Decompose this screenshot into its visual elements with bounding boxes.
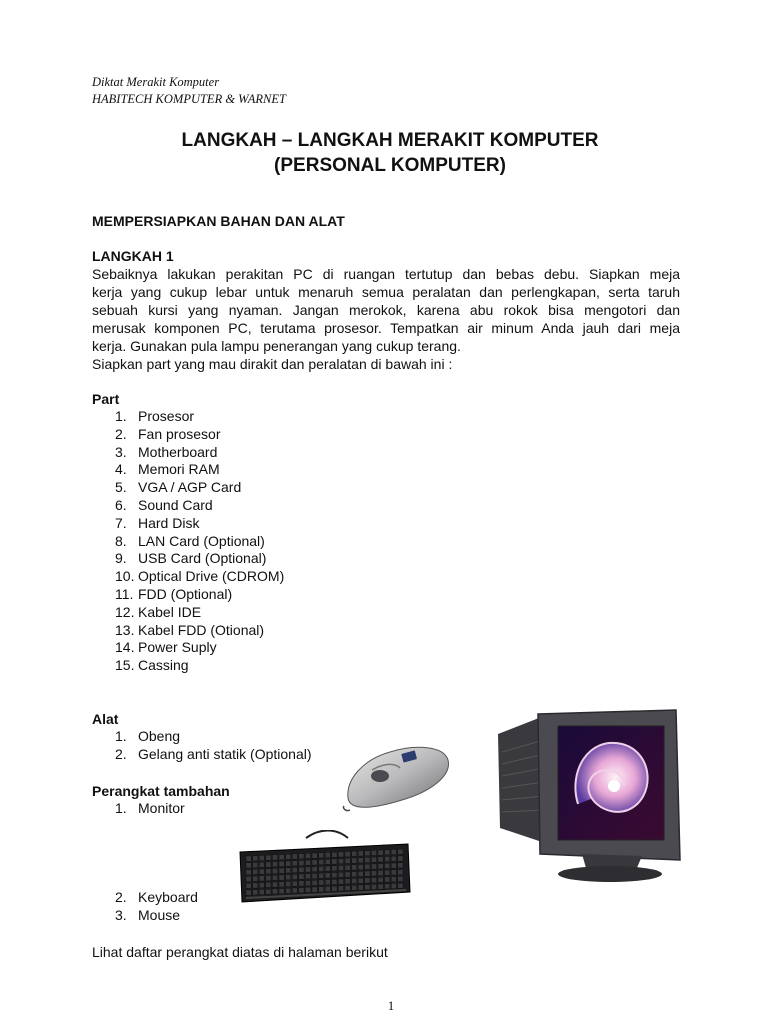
keyboard-key [286, 868, 291, 873]
list-item-text: Fan prosesor [138, 425, 221, 442]
keyboard-key [312, 860, 317, 865]
keyboard-key [338, 865, 343, 870]
keyboard-key [246, 856, 251, 861]
keyboard-key [305, 867, 310, 872]
list-item-text: Obeng [138, 728, 181, 744]
keyboard-key [325, 880, 330, 885]
keyboard-key [253, 876, 258, 881]
keyboard-key [391, 856, 396, 861]
keyboard-key [385, 850, 390, 855]
list-item-number: 3. [115, 906, 127, 923]
keyboard-key [253, 890, 258, 895]
list-item [92, 408, 284, 426]
section-heading: MEMPERSIAPKAN BAHAN DAN ALAT [92, 213, 345, 229]
keyboard-key [319, 887, 324, 892]
keyboard-key [352, 851, 357, 856]
keyboard-key [345, 879, 350, 884]
list-item [92, 657, 284, 675]
alat-list [92, 728, 312, 764]
keyboard-key [312, 880, 317, 885]
part-heading: Part [92, 391, 120, 407]
keyboard-key [391, 863, 396, 868]
keyboard-key [279, 875, 284, 880]
part-list [92, 408, 284, 675]
keyboard-key [378, 884, 383, 889]
keyboard-key [358, 851, 363, 856]
keyboard-key [338, 852, 343, 857]
list-item-text: Kabel IDE [138, 603, 202, 620]
list-item: 1. Monitor [115, 800, 185, 816]
step-heading: LANGKAH 1 [92, 248, 174, 264]
keyboard-key [338, 859, 343, 864]
keyboard-key [246, 890, 251, 895]
list-item-text: Hard Disk [138, 514, 200, 531]
list-item-text: Power Suply [138, 639, 217, 656]
keyboard-image [236, 830, 412, 910]
tambahan-list-rest [92, 889, 198, 925]
list-item-number: 6. [115, 496, 127, 513]
keyboard-key [246, 883, 251, 888]
list-item-text: USB Card (Optional) [138, 550, 267, 567]
keyboard-key [325, 859, 330, 864]
list-item-number: 1. [115, 728, 127, 744]
keyboard-key [358, 858, 363, 863]
keyboard-key [378, 864, 383, 869]
keyboard-key [332, 859, 337, 864]
keyboard-key [259, 855, 264, 860]
list-item-text: Kabel FDD (Otional) [138, 621, 265, 638]
list-item-text: Cassing [138, 657, 189, 674]
list-item [92, 604, 284, 622]
list-item [92, 444, 284, 462]
keyboard-key [352, 858, 357, 863]
keyboard-key [332, 886, 337, 891]
keyboard-key [272, 889, 277, 894]
keyboard-key [259, 889, 264, 894]
list-item [92, 497, 284, 515]
keyboard-key [253, 883, 258, 888]
keyboard-key [385, 877, 390, 882]
list-item [92, 515, 284, 533]
keyboard-key [266, 882, 271, 887]
list-item [92, 479, 284, 497]
list-item-text: Memori RAM [138, 461, 220, 478]
keyboard-key [305, 853, 310, 858]
tambahan-heading: Perangkat tambahan [92, 783, 230, 799]
alat-heading: Alat [92, 711, 119, 727]
keyboard-key [358, 865, 363, 870]
keyboard-key [305, 881, 310, 886]
keyboard-key [286, 881, 291, 886]
keyboard-key [286, 875, 291, 880]
keyboard-key [345, 872, 350, 877]
keyboard-key [266, 862, 271, 867]
keyboard-key [378, 850, 383, 855]
list-item [92, 586, 284, 604]
keyboard-key [371, 884, 376, 889]
keyboard-key [299, 854, 304, 859]
keyboard-key [352, 865, 357, 870]
keyboard-key [259, 876, 264, 881]
keyboard-key [305, 860, 310, 865]
keyboard-key [246, 863, 251, 868]
list-item-text: LAN Card (Optional) [138, 532, 265, 549]
list-item-number: 2. [115, 425, 127, 442]
keyboard-key [371, 878, 376, 883]
keyboard-key [371, 857, 376, 862]
list-item [92, 533, 284, 551]
keyboard-key [272, 868, 277, 873]
list-item-number: 13. [115, 621, 135, 638]
keyboard-key [279, 855, 284, 860]
keyboard-key [338, 879, 343, 884]
keyboard-key [259, 869, 264, 874]
keyboard-key [286, 861, 291, 866]
keyboard-key [385, 884, 390, 889]
keyboard-key [325, 866, 330, 871]
header-line-1: Diktat Merakit Komputer [92, 75, 220, 89]
keyboard-key [246, 870, 251, 875]
monitor-image [486, 694, 694, 888]
keyboard-key [352, 872, 357, 877]
keyboard-key [292, 854, 297, 859]
keyboard-key [345, 865, 350, 870]
keyboard-key [292, 881, 297, 886]
keyboard-key [391, 883, 396, 888]
list-item-number: 3. [115, 443, 127, 460]
keyboard-key [292, 874, 297, 879]
list-item [92, 889, 198, 907]
keyboard-key [371, 864, 376, 869]
keyboard-key [352, 885, 357, 890]
keyboard-key [312, 867, 317, 872]
keyboard-key [385, 857, 390, 862]
list-item-text: Sound Card [138, 496, 213, 513]
page-number: 1 [387, 998, 395, 1013]
list-item [92, 426, 284, 444]
intro-text: Siapkan part yang mau dirakit dan peralatan di bawah ini : [92, 356, 453, 372]
keyboard-key [272, 855, 277, 860]
keyboard-key [319, 880, 324, 885]
keyboard-key [378, 877, 383, 882]
keyboard-key [246, 876, 251, 881]
list-item-text: Keyboard [138, 889, 198, 905]
keyboard-key [259, 862, 264, 867]
list-item-text: Monitor [138, 800, 185, 816]
keyboard-key [365, 878, 370, 883]
list-item [92, 746, 312, 764]
list-item-number: 14. [115, 639, 135, 656]
document-title-line-1: LANGKAH – LANGKAH MERAKIT KOMPUTER [181, 130, 599, 151]
keyboard-key [365, 885, 370, 890]
keyboard-key [391, 849, 396, 854]
keyboard-key [365, 864, 370, 869]
list-item [92, 568, 284, 586]
keyboard-key [272, 862, 277, 867]
header-line-2: HABITECH KOMPUTER & WARNET [92, 92, 286, 106]
keyboard-key [332, 866, 337, 871]
keyboard-key [272, 875, 277, 880]
keyboard-key [286, 888, 291, 893]
keyboard-key [305, 887, 310, 892]
keyboard-key [266, 889, 271, 894]
keyboard-key [292, 861, 297, 866]
keyboard-key [259, 883, 264, 888]
keyboard-key [365, 851, 370, 856]
list-item-number: 9. [115, 550, 127, 567]
paragraph-line: Sebaiknya lakukan perakitan PC di ruangan tertutup dan bebas debu. Siapkan meja [92, 266, 680, 282]
list-item-number: 2. [115, 745, 127, 762]
keyboard-key [391, 870, 396, 875]
footer-note: Lihat daftar perangkat diatas di halaman berikut [92, 944, 388, 960]
keyboard-key [266, 869, 271, 874]
keyboard-key [299, 867, 304, 872]
keyboard-key [378, 857, 383, 862]
list-item [92, 622, 284, 640]
keyboard-key [398, 849, 403, 854]
keyboard-key [253, 856, 258, 861]
keyboard-key [332, 879, 337, 884]
keyboard-key [378, 870, 383, 875]
keyboard-key [358, 878, 363, 883]
list-item-number: 15. [115, 657, 135, 674]
keyboard-key [398, 883, 403, 888]
step-paragraph [92, 265, 680, 355]
list-item-text: Mouse [138, 906, 181, 923]
keyboard-key [312, 887, 317, 892]
list-item [92, 907, 198, 925]
keyboard-key [319, 853, 324, 858]
list-item-text: Prosesor [138, 408, 195, 424]
keyboard-key [391, 877, 396, 882]
keyboard-key [398, 856, 403, 861]
list-item [92, 550, 284, 568]
keyboard-key [358, 885, 363, 890]
list-item-text: VGA / AGP Card [138, 479, 242, 496]
keyboard-key [345, 852, 350, 857]
keyboard-key [365, 871, 370, 876]
keyboard-key [345, 886, 350, 891]
list-item-text: FDD (Optional) [138, 585, 233, 602]
running-header [92, 74, 286, 108]
keyboard-key [279, 882, 284, 887]
list-item-number: 1. [115, 408, 127, 424]
list-item-text: Gelang anti statik (Optional) [138, 745, 312, 762]
keyboard-key [272, 882, 277, 887]
keyboard-key [266, 876, 271, 881]
keyboard-key [279, 868, 284, 873]
keyboard-key [299, 881, 304, 886]
paragraph-line: merusak komponen PC, terutama prosesor. Tempatkan air minum Anda jauh dari meja [92, 320, 680, 336]
keyboard-key [286, 854, 291, 859]
tambahan-list-first [92, 800, 185, 818]
keyboard-key [299, 874, 304, 879]
list-item [92, 639, 284, 657]
list-item-number: 12. [115, 603, 135, 620]
list-item-number: 11. [115, 585, 134, 602]
keyboard-key [325, 852, 330, 857]
keyboard-key [371, 871, 376, 876]
keyboard-key [325, 873, 330, 878]
keyboard-key [319, 866, 324, 871]
paragraph-line: kerja. Gunakan pula lampu penerangan yang cukup terang. [92, 338, 461, 354]
list-item [92, 461, 284, 479]
keyboard-key [312, 853, 317, 858]
keyboard-key [332, 873, 337, 878]
paragraph-line: sebuah kursi yang nyaman. Jangan merokok, karena abu rokok bisa mengotori dan [92, 302, 680, 318]
list-item-text: Optical Drive (CDROM) [138, 568, 285, 585]
list-item-text: Motherboard [138, 443, 218, 460]
keyboard-key [398, 870, 403, 875]
keyboard-key [338, 872, 343, 877]
keyboard-key [299, 888, 304, 893]
keyboard-key [312, 873, 317, 878]
keyboard-key [292, 868, 297, 873]
keyboard-key [398, 863, 403, 868]
keyboard-key [266, 855, 271, 860]
keyboard-key [398, 876, 403, 881]
keyboard-key [325, 886, 330, 891]
keyboard-key [319, 860, 324, 865]
keyboard-key [299, 860, 304, 865]
keyboard-key [279, 889, 284, 894]
keyboard-key [253, 869, 258, 874]
keyboard-key [332, 852, 337, 857]
list-item-number: 5. [115, 479, 127, 496]
keyboard-key [253, 863, 258, 868]
keyboard-key [319, 873, 324, 878]
list-item-number: 2. [115, 889, 127, 905]
keyboard-key [358, 871, 363, 876]
keyboard-key [292, 888, 297, 893]
document-title-line-2: (PERSONAL KOMPUTER) [274, 155, 506, 176]
paragraph-line: kerja yang cukup lebar untuk menaruh semua peralatan dan perlengkapan, serta taruh [92, 284, 680, 300]
list-item-number: 10. [115, 568, 135, 585]
keyboard-key [352, 878, 357, 883]
list-item [92, 728, 312, 746]
keyboard-key [371, 850, 376, 855]
list-item-number: 8. [115, 532, 127, 549]
mouse-image [342, 740, 454, 812]
list-item-number: 4. [115, 461, 127, 478]
keyboard-key [385, 870, 390, 875]
keyboard-key [305, 874, 310, 879]
keyboard-key [385, 863, 390, 868]
list-item-number: 7. [115, 514, 127, 531]
keyboard-key [365, 857, 370, 862]
keyboard-key [338, 886, 343, 891]
keyboard-key [345, 858, 350, 863]
keyboard-key [279, 861, 284, 866]
